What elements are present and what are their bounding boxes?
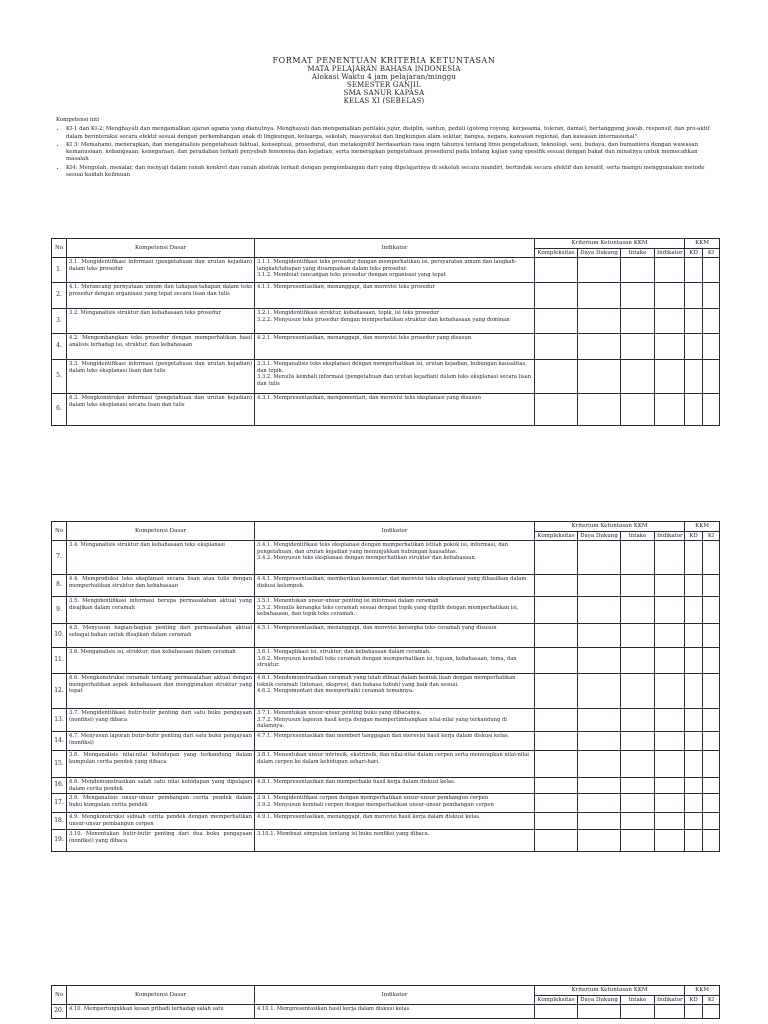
kompleksitas-cell: [535, 778, 578, 794]
intake-cell: [621, 624, 655, 648]
daya-dukung-cell: [578, 258, 621, 283]
indikator-score-cell: [655, 258, 685, 283]
intake-cell: [621, 541, 655, 575]
kompetensi-dasar-cell: 3.1. Mengidentifikasi informasi (pengetahuan dan urutan kejadian) dalam teks prosedur: [67, 258, 255, 283]
indikator-cell: [255, 360, 535, 394]
indikator-text: 3.7.2. Menyusun laporan hasil kerja dengan mempertimbangkan nilai-nilai yang terkandung di dalamnya.: [257, 716, 507, 729]
kkm-ki-cell: [703, 830, 720, 852]
daya-dukung-cell: [578, 597, 621, 624]
table-row: [52, 541, 720, 575]
table-row: [52, 674, 720, 709]
indikator-score-cell: [655, 575, 685, 597]
row-number: 20.: [52, 1005, 67, 1019]
kkm-ki-cell: [703, 575, 720, 597]
kompetensi-dasar-cell: 4.2. Mengembangkan teks prosedur dengan memperhatikan hasil analisis terhadap isi, struktur, dan kebahasaan: [67, 334, 255, 360]
kompleksitas-cell: [535, 751, 578, 778]
kompetensi-inti-section: [56, 117, 720, 180]
kompetensi-dasar-cell: 4.8. Mendemonstrasikan salah satu nilai kehidupan yang dipelajari dalam cerita pendek: [67, 778, 255, 794]
indikator-score-cell: [655, 541, 685, 575]
row-number: 18.: [52, 813, 67, 830]
kkm-ki-cell: [703, 309, 720, 334]
indikator-text: 3.1.1. Mengidentifikasi teks prosedur dengan memperhatikan isi, persyaratan umum dan langkah-langkah/tahapan yang disampaikan dalam teks prosedur.: [257, 259, 517, 272]
table-row: [52, 830, 720, 852]
kkm-kd-cell: [685, 575, 703, 597]
indikator-cell: [255, 283, 535, 309]
intake-cell: [621, 830, 655, 852]
kkm-ki-cell: [703, 709, 720, 732]
indikator-cell: [255, 732, 535, 751]
header-daya-dukung: Daya Dukung: [578, 995, 621, 1005]
kkm-ki-cell: [703, 394, 720, 426]
kompleksitas-cell: [535, 283, 578, 309]
daya-dukung-cell: [578, 794, 621, 813]
indikator-text: 4.2.1. Mempresentasikan, menanggapi, dan merevisi teks prosedur yang disusun: [257, 335, 472, 341]
header-no: No: [52, 986, 67, 1005]
daya-dukung-cell: [578, 751, 621, 778]
kkm-kd-cell: [685, 813, 703, 830]
header-kriteria: Kriterium Ketuntasan KKM: [535, 986, 685, 996]
row-number: 9.: [52, 597, 67, 624]
indikator-text: 3.8.1. Menentukan unsur intrinsik, ekstrinsik, dan nilai-nilai dalam cerpen serta menerapkan nilai-nilai dalam cerpen ke dalam kehidupan sehari-hari.: [257, 752, 529, 765]
table-row: [52, 283, 720, 309]
kkm-table-2: [51, 521, 720, 852]
kompleksitas-cell: [535, 813, 578, 830]
indikator-cell: [255, 751, 535, 778]
intake-cell: [621, 794, 655, 813]
row-number: 19.: [52, 830, 67, 852]
header-kkm-kd: KD: [685, 531, 703, 541]
header-intake: Intake: [621, 531, 655, 541]
header-kkm-ki: KI: [703, 531, 720, 541]
table-header-row: [52, 239, 720, 249]
intake-cell: [621, 283, 655, 309]
header-indikator: Indikator: [255, 986, 535, 1005]
kompetensi-inti-item: • KI-1 dan KI-2: Menghayati dan mengamalkan ajaran agama yang dianutnya. Menghayati dan mengamalkan perilaku jujur, disiplin, santun, peduli (gotong royong, kerjasama, toleran, damai), bertanggung jawab, responsif, dan pro-aktif dalam berinteraksi secara efektif sesuai dengan perkembangan anak di lingkungan, keluarga, sekolah, masyarakat dan lingkungan alam sekitar, bangsa, negara, kawasan regional, dan kawasan internasional".: [66, 126, 720, 141]
table-row: [52, 360, 720, 394]
indikator-cell: [255, 597, 535, 624]
indikator-cell: [255, 709, 535, 732]
indikator-text: 4.6.1. Mendemonstrasikan ceramah yang telah dibuat dalam bentuk lisan dengan memperhatikan teknik ceramah (intonasi, ekspresi, dan bahasa tubuh) yang baik dan sesuai.: [257, 675, 516, 688]
daya-dukung-cell: [578, 575, 621, 597]
indikator-text: 4.4.1. Mempresentasikan, memberikan komentar, dan merevisi teks eksplanasi yang dihasilkan dalam diskusi kelompok.: [257, 576, 527, 589]
indikator-text: 4.8.1. Mempresentasikan dan memperbaiki hasil kerja dalam diskusi kelas.: [257, 779, 456, 785]
header-kompleksitas: Kompleksitas: [535, 531, 578, 541]
indikator-cell: [255, 648, 535, 674]
indikator-cell: [255, 309, 535, 334]
daya-dukung-cell: [578, 778, 621, 794]
table-row: [52, 813, 720, 830]
kompleksitas-cell: [535, 360, 578, 394]
indikator-score-cell: [655, 674, 685, 709]
kkm-kd-cell: [685, 778, 703, 794]
indikator-cell: [255, 778, 535, 794]
class-line: KELAS XI (SEBELAS): [343, 97, 425, 105]
row-number: 11.: [52, 648, 67, 674]
table-row: [52, 709, 720, 732]
indikator-cell: [255, 624, 535, 648]
row-number: 14.: [52, 732, 67, 751]
intake-cell: [621, 258, 655, 283]
header-indikator-short: Indikator: [655, 531, 685, 541]
kkm-ki-cell: [703, 334, 720, 360]
table-row: [52, 309, 720, 334]
header-kompetensi-dasar: Kompetensi Dasar: [67, 522, 255, 541]
kompleksitas-cell: [535, 541, 578, 575]
kompleksitas-cell: [535, 1005, 578, 1019]
kompleksitas-cell: [535, 258, 578, 283]
kompetensi-dasar-cell: 4.9. Mengkonstruksi sebuah cerita pendek dengan memperhatikan unsur-unsur pembangun cerpen: [67, 813, 255, 830]
semester-line: SEMESTER GANJIL: [346, 81, 422, 89]
daya-dukung-cell: [578, 674, 621, 709]
indikator-score-cell: [655, 597, 685, 624]
header-no: No: [52, 522, 67, 541]
kkm-ki-cell: [703, 541, 720, 575]
kkm-kd-cell: [685, 541, 703, 575]
kkm-ki-cell: [703, 360, 720, 394]
indikator-text: 4.9.1. Mempresentasikan, menanggapi, dan merevisi hasil kerja dalam diskusi kelas.: [257, 814, 481, 820]
kkm-kd-cell: [685, 624, 703, 648]
indikator-text: 3.3.1. Menganalisis teks eksplanasi dengan memperhatikan isi, urutan kejadian, hubungan kausalitas, dan topik.: [257, 361, 527, 374]
kkm-kd-cell: [685, 258, 703, 283]
daya-dukung-cell: [578, 624, 621, 648]
school-line: SMA SANUR KAPASA: [343, 89, 425, 97]
table-header-row: [52, 986, 720, 996]
daya-dukung-cell: [578, 830, 621, 852]
indikator-text: 4.5.1. Mempresentasikan, menanggapi, dan merevisi kerangka teks ceramah yang disusun: [257, 625, 497, 631]
kompleksitas-cell: [535, 674, 578, 709]
kkm-ki-cell: [703, 283, 720, 309]
kompleksitas-cell: [535, 794, 578, 813]
kompleksitas-cell: [535, 597, 578, 624]
kkm-kd-cell: [685, 732, 703, 751]
indikator-text: 3.1.2. Membuat rancangan teks prosedur dengan organisasi yang tepat: [257, 272, 446, 278]
kompetensi-inti-item: • KI4: Mengolah, menalar, dan menyaji dalam ranah konkret dan ranah abstrak terkait dengan pengembangan dari yang dipelajarinya di sekolah secara mandiri, bertindak secara efektif dan kreatif, serta mampu menggunakan metode sesuai kaidah keilmuan: [66, 165, 720, 180]
header-intake: Intake: [621, 248, 655, 258]
header-kkm: KKM: [685, 239, 720, 249]
table-row: [52, 624, 720, 648]
header-kkm-kd: KD: [685, 995, 703, 1005]
kkm-ki-cell: [703, 732, 720, 751]
kkm-kd-cell: [685, 334, 703, 360]
indikator-text: 4.7.1. Mempresentasikan dan memberi tanggapan dan merevisi hasil kerja dalam diskusi kelas.: [257, 733, 510, 739]
kompleksitas-cell: [535, 334, 578, 360]
daya-dukung-cell: [578, 709, 621, 732]
kkm-ki-cell: [703, 597, 720, 624]
indikator-score-cell: [655, 334, 685, 360]
subject-line: MATA PELAJARAN BAHASA INDONESIA: [307, 65, 461, 73]
time-allocation-line: Alokasi Waktu 4 jam pelajaran/minggu: [311, 73, 457, 81]
intake-cell: [621, 360, 655, 394]
kkm-kd-cell: [685, 360, 703, 394]
indikator-score-cell: [655, 794, 685, 813]
indikator-score-cell: [655, 648, 685, 674]
row-number: 16.: [52, 778, 67, 794]
kkm-ki-cell: [703, 813, 720, 830]
header-intake: Intake: [621, 995, 655, 1005]
row-number: 3.: [52, 309, 67, 334]
kkm-kd-cell: [685, 794, 703, 813]
indikator-score-cell: [655, 309, 685, 334]
kompetensi-dasar-cell: 4.7. Menyusun laporan butir-butir penting dari satu buku pengayaan (nonfiksi): [67, 732, 255, 751]
daya-dukung-cell: [578, 334, 621, 360]
intake-cell: [621, 1005, 655, 1019]
indikator-cell: [255, 674, 535, 709]
indikator-cell: [255, 541, 535, 575]
daya-dukung-cell: [578, 732, 621, 751]
row-number: 7.: [52, 541, 67, 575]
kompetensi-dasar-cell: 4.6. Mengkonstruksi ceramah tentang permasalahan aktual dengan memperhatikan aspek kebahasaan dan menggunakan struktur yang tepat: [67, 674, 255, 709]
kkm-ki-cell: [703, 258, 720, 283]
kompetensi-dasar-cell: 4.4. Memproduksi teks eksplanasi secara lisan atau tulis dengan memperhatikan struktur dan kebahasaan: [67, 575, 255, 597]
indikator-score-cell: [655, 624, 685, 648]
indikator-score-cell: [655, 360, 685, 394]
indikator-text: 4.3.1. Mempresentasikan, mengomentari, dan merevisi teks eksplanasi yang disusun: [257, 395, 481, 401]
indikator-cell: [255, 1005, 535, 1019]
indikator-text: 3.2.1. Mengidentifikasi struktur, kebahasaan, topik, isi teks prosedur: [257, 310, 439, 316]
kkm-kd-cell: [685, 709, 703, 732]
row-number: 8.: [52, 575, 67, 597]
indikator-score-cell: [655, 709, 685, 732]
indikator-score-cell: [655, 1005, 685, 1019]
indikator-score-cell: [655, 778, 685, 794]
daya-dukung-cell: [578, 1005, 621, 1019]
header-kriteria: Kriterium Ketuntasan KKM: [535, 522, 685, 532]
header-indikator: Indikator: [255, 522, 535, 541]
header-kriteria: Kriterium Ketuntasan KKM: [535, 239, 685, 249]
indikator-cell: [255, 334, 535, 360]
kkm-ki-cell: [703, 1005, 720, 1019]
table-row: [52, 597, 720, 624]
indikator-text: 3.4.2. Menyusun teks eksplanasi dengan memperhatikan struktur dan kebahasaan.: [257, 555, 477, 561]
header-kkm-kd: KD: [685, 248, 703, 258]
kompleksitas-cell: [535, 575, 578, 597]
indikator-score-cell: [655, 813, 685, 830]
kompetensi-dasar-cell: 4.1. Merancang pernyataan umum dan tahapan-tahapan dalam teks prosedur dengan organisasi yang tepat secara lisan dan tulis: [67, 283, 255, 309]
daya-dukung-cell: [578, 309, 621, 334]
kompleksitas-cell: [535, 709, 578, 732]
indikator-text: 3.3.2. Menulis kembali informasi (pengetahuan dan urutan kejadian) dalam teks eksplanasi secara lisan dan tulis: [257, 374, 532, 387]
intake-cell: [621, 813, 655, 830]
table-row: [52, 258, 720, 283]
header-kompleksitas: Kompleksitas: [535, 248, 578, 258]
indikator-text: 3.6.2. Menyusun kembali teks ceramah dengan memperhatikan isi, tujuan, kebahasaan, tema, dan struktur.: [257, 655, 517, 668]
kompetensi-dasar-cell: 3.3. Mengidentifikasi informasi (pengetahuan dan urutan kejadian) dalam teks eksplanasi lisan dan tulis: [67, 360, 255, 394]
table-row: [52, 732, 720, 751]
daya-dukung-cell: [578, 813, 621, 830]
indikator-cell: [255, 575, 535, 597]
kkm-kd-cell: [685, 674, 703, 709]
indikator-text: 3.7.1. Menentukan unsur-unsur penting buku yang dibacanya.: [257, 710, 422, 716]
kompleksitas-cell: [535, 624, 578, 648]
table-header-row: [52, 522, 720, 532]
kompetensi-inti-item: • KI 3: Memahami, menerapkan, dan menganalisis pengetahuan faktual, konseptual, prosedural, dan metakognitif berdasarkan rasa ingin tahunya tentang ilmu pengetahuan, teknologi, seni, budaya, dan humaniora dengan wawasan kemanusiaan, kebangsaan, kenegaraan, dan peradaban terkait penyebab fenomena dan kejadian, serta menerapkan pengetahuan prosedural pada bidang kajian yang spesifik sesuai dengan bakat dan minatnya untuk memecahkan masalah: [66, 142, 720, 164]
header-kkm-ki: KI: [703, 995, 720, 1005]
indikator-score-cell: [655, 394, 685, 426]
row-number: 15.: [52, 751, 67, 778]
indikator-text: 4.10.1. Mempresentasikan hasil kerja dalam diskusi kelas.: [257, 1006, 411, 1012]
daya-dukung-cell: [578, 360, 621, 394]
row-number: 5.: [52, 360, 67, 394]
kkm-ki-cell: [703, 751, 720, 778]
kkm-ki-cell: [703, 778, 720, 794]
table-row: [52, 575, 720, 597]
intake-cell: [621, 334, 655, 360]
kkm-ki-cell: [703, 674, 720, 709]
kompetensi-dasar-cell: 3.7. Mengidentifikasi butir-butir penting dari satu buku pengayaan (nonfiksi) yang dibaca: [67, 709, 255, 732]
kompetensi-dasar-cell: 3.2. Menganalisis struktur dan kebahasaan teks prosedur: [67, 309, 255, 334]
header-indikator-short: Indikator: [655, 248, 685, 258]
kompetensi-dasar-cell: 4.10. Mempertunjukkan kesan pribadi terhadap salah satu: [67, 1005, 255, 1019]
intake-cell: [621, 732, 655, 751]
table-row: [52, 751, 720, 778]
intake-cell: [621, 575, 655, 597]
row-number: 12.: [52, 674, 67, 709]
indikator-cell: [255, 794, 535, 813]
daya-dukung-cell: [578, 394, 621, 426]
intake-cell: [621, 674, 655, 709]
intake-cell: [621, 709, 655, 732]
header-kompleksitas: Kompleksitas: [535, 995, 578, 1005]
kompleksitas-cell: [535, 648, 578, 674]
indikator-score-cell: [655, 751, 685, 778]
indikator-text: 3.4.1. Mengidentifikasi teks eksplanasi dengan memperhatikan istilah pokok isi, informasi, dan pengetahuan, dan urutan kejadian yang menunjukkan hubungan kausalitas.: [257, 542, 509, 555]
indikator-text: 3.6.1. Mengaplikasi isi, struktur, dan kebahasaan dalam ceramah.: [257, 649, 431, 655]
kompetensi-dasar-cell: 3.4. Menganalisis struktur dan kebahasaan teks eksplanasi: [67, 541, 255, 575]
kompetensi-dasar-cell: 3.9. Menganalisis unsur-unsur pembangun cerita pendek dalam buku kumpulan cerita pendek: [67, 794, 255, 813]
kompetensi-dasar-cell: 4.5. Menyusun bagian-bagian penting dari permasalahan aktual sebagai bahan untuk disajikan dalam ceramah: [67, 624, 255, 648]
header-no: No: [52, 239, 67, 258]
row-number: 1.: [52, 258, 67, 283]
header-kkm: KKM: [685, 522, 720, 532]
indikator-text: 4.6.2. Mengomentari dan memperbaiki ceramah temannya.: [257, 688, 414, 694]
indikator-score-cell: [655, 732, 685, 751]
document-title: FORMAT PENENTUAN KRITERIA KETUNTASAN: [272, 56, 496, 65]
kkm-kd-cell: [685, 648, 703, 674]
indikator-text: 3.9.1. Mengidentifikasi cerpen dengan memperhatikan unsur-unsur pembangun cerpen: [257, 795, 489, 801]
indikator-text: 3.5.2. Menulis kerangka teks ceramah sesuai dengan topik yang dipilih dengan memperhatikan isi, kebahasaan, dan topik teks ceramah.: [257, 604, 519, 617]
daya-dukung-cell: [578, 541, 621, 575]
kkm-kd-cell: [685, 830, 703, 852]
indikator-text: 4.1.1. Mempresentasikan, menanggapi, dan merevisi teks prosedur: [257, 284, 435, 290]
kkm-kd-cell: [685, 751, 703, 778]
indikator-text: 3.2.2. Menyusun teks prosedur dengan memperhatikan struktur dan kebahasaan yang dominan: [257, 316, 510, 323]
daya-dukung-cell: [578, 648, 621, 674]
kompetensi-dasar-cell: 3.10. Menentukan butir-butir penting dari dua buku pengayaan (nonfiksi) yang dibaca: [67, 830, 255, 852]
row-number: 10.: [52, 624, 67, 648]
kkm-kd-cell: [685, 283, 703, 309]
kkm-ki-cell: [703, 648, 720, 674]
row-number: 17.: [52, 794, 67, 813]
row-number: 2.: [52, 283, 67, 309]
kkm-ki-cell: [703, 624, 720, 648]
header-daya-dukung: Daya Dukung: [578, 531, 621, 541]
kkm-kd-cell: [685, 1005, 703, 1019]
header-indikator-short: Indikator: [655, 995, 685, 1005]
intake-cell: [621, 778, 655, 794]
intake-cell: [621, 309, 655, 334]
row-number: 6.: [52, 394, 67, 426]
document-header: [0, 56, 768, 105]
table-row: [52, 1005, 720, 1019]
kkm-ki-cell: [703, 794, 720, 813]
table-row: [52, 394, 720, 426]
intake-cell: [621, 648, 655, 674]
intake-cell: [621, 597, 655, 624]
indikator-cell: [255, 830, 535, 852]
indikator-cell: [255, 394, 535, 426]
row-number: 13.: [52, 709, 67, 732]
row-number: 4.: [52, 334, 67, 360]
intake-cell: [621, 394, 655, 426]
daya-dukung-cell: [578, 283, 621, 309]
indikator-cell: [255, 258, 535, 283]
header-kkm: KKM: [685, 986, 720, 996]
kompetensi-dasar-cell: 3.6. Menganalisis isi, struktur, dan kebahasaan dalam ceramah: [67, 648, 255, 674]
kkm-kd-cell: [685, 394, 703, 426]
indikator-text: 3.10.1. Membuat simpulan tentang isi buku nonfiksi yang dibaca.: [257, 831, 430, 837]
kompetensi-dasar-cell: 4.3. Mengkonstruksi informasi (pengetahuan dan urutan kejadian) dalam teks eksplanasi secara lisan dan tulis: [67, 394, 255, 426]
header-kompetensi-dasar: Kompetensi Dasar: [67, 986, 255, 1005]
indikator-cell: [255, 813, 535, 830]
table-row: [52, 794, 720, 813]
kompleksitas-cell: [535, 309, 578, 334]
kkm-table-3: [51, 985, 720, 1019]
table-row: [52, 648, 720, 674]
header-kompetensi-dasar: Kompetensi Dasar: [67, 239, 255, 258]
kompetensi-dasar-cell: 3.5. Mengidentifikasi informasi berupa permasalahan aktual yang disajikan dalam ceramah: [67, 597, 255, 624]
kkm-table-1: [51, 238, 720, 426]
indikator-score-cell: [655, 283, 685, 309]
kompetensi-inti-list: [56, 126, 720, 179]
header-kkm-ki: KI: [703, 248, 720, 258]
indikator-text: 3.5.1. Menentukan unsur-unsur penting isi informasi dalam ceramah: [257, 598, 439, 604]
table-row: [52, 334, 720, 360]
intake-cell: [621, 751, 655, 778]
kompetensi-dasar-cell: 3.8. Menganalisis nilai-nilai kehidupan yang terkandung dalam kumpulan cerita pendek yang dibaca: [67, 751, 255, 778]
indikator-score-cell: [655, 830, 685, 852]
table-row: [52, 778, 720, 794]
kkm-kd-cell: [685, 309, 703, 334]
kompetensi-inti-title: Kompetensi inti: [56, 117, 99, 123]
header-daya-dukung: Daya Dukung: [578, 248, 621, 258]
header-indikator: Indikator: [255, 239, 535, 258]
indikator-text: 3.9.2. Menyusun kembali cerpen dengan memperhatikan unsur-unsur pembangun cerpen: [257, 801, 494, 808]
kompleksitas-cell: [535, 394, 578, 426]
kompleksitas-cell: [535, 830, 578, 852]
kkm-kd-cell: [685, 597, 703, 624]
kompleksitas-cell: [535, 732, 578, 751]
